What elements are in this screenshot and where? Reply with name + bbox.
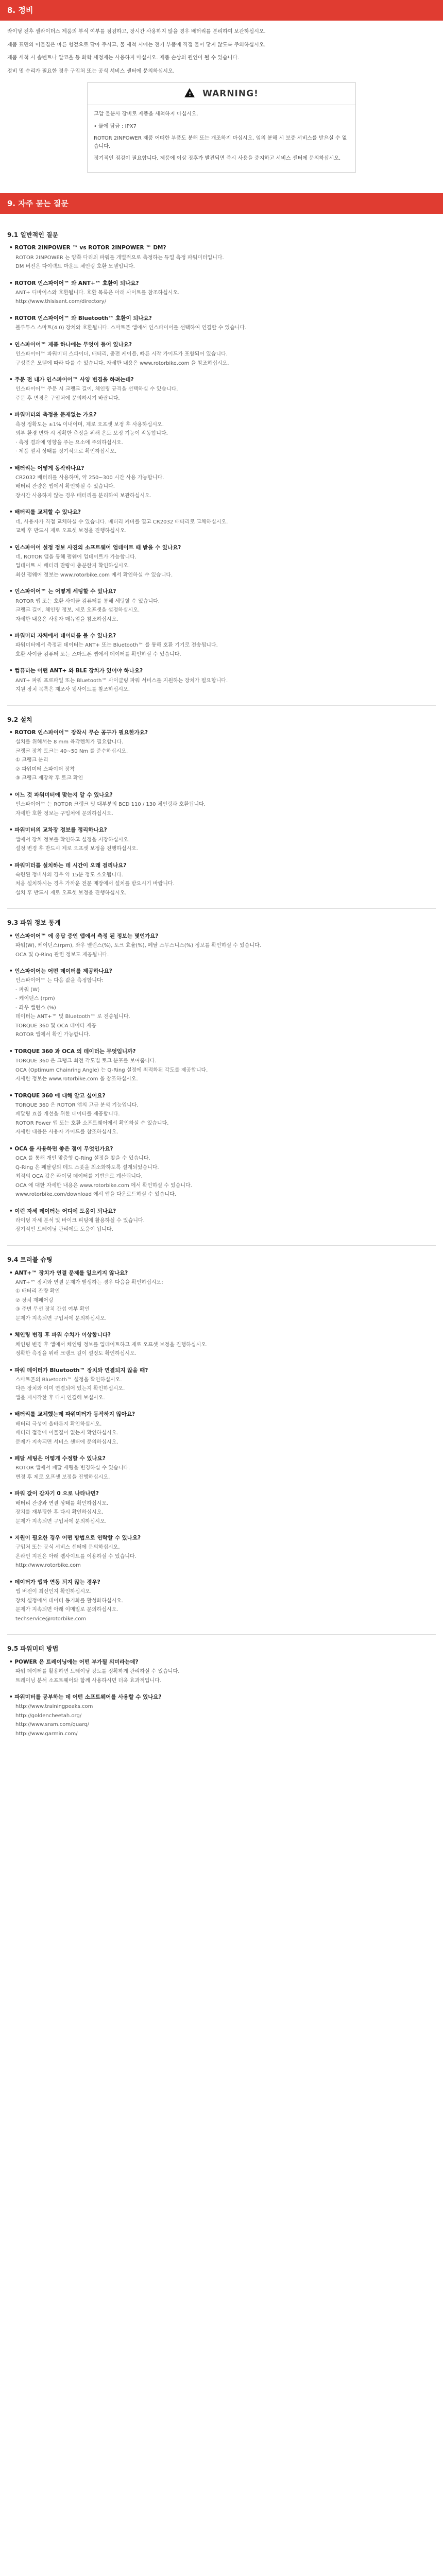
faq-answer-line: ROTOR 2INPOWER 는 양쪽 다리의 파워를 개별적으로 측정하는 듀얼 측정 파워미터입니다. [15,255,224,261]
faq-answer-line: 앱을 재시작한 후 다시 연결해 보십시오. [15,1395,105,1401]
section-title: 9. 자주 묻는 질문 [7,198,69,208]
faq-answer-line: 호환 사이클 컴퓨터 또는 스마트폰 앱에서 데이터를 확인하실 수 있습니다. [15,651,181,657]
faq-answer-line: 인스파이어™ 는 다음 값을 측정합니다: [15,978,104,984]
faq-answer-line: http://www.trainingpeaks.com [15,1704,93,1710]
warning-line: • 물에 담금 : IPX7 [94,123,137,129]
faq-question: • 인스파이어는 어떤 데이터를 제공하나요? [9,968,112,975]
faq-answer-line: 외부 환경 변화 시 정확한 측정을 위해 온도 보정 기능이 작동합니다. [15,431,168,437]
faq-item [9,1658,436,1685]
faq-item [9,1092,436,1137]
faq-answer-line: 측정 정확도는 ±1% 이내이며, 제로 오프셋 보정 후 사용하십시오. [15,421,164,428]
faq-answer-line: - 파워 (W) [15,987,40,993]
faq-answer-line: www.rotorbike.com/download 에서 앱을 다운로드하실 수 있습니다. [15,1192,176,1198]
faq-answer-line: OCA 및 Q-Ring 관련 정보도 제공됩니다. [15,952,109,958]
faq-question: • TORQUE 360 과 OCA 의 데이터는 무엇입니까? [9,1048,136,1055]
subsection-title: 9.1 일반적인 질문 [7,231,59,239]
faq-answer-line: 네, 사용자가 직접 교체하실 수 있습니다. 배터리 커버를 열고 CR2032 배터리로 교체하십시오. [15,519,228,525]
faq-item [9,411,436,455]
faq-item [9,1145,436,1199]
faq-answer-line: 인스파이어™ 파워미터 스파이더, 배터리, 충전 케이블, 빠른 시작 가이드가 포함되어 있습니다. [15,351,228,357]
faq-answer-line: ② 장치 재페어링 [15,1297,54,1303]
faq-answer-line: 최신 펌웨어 정보는 www.rotorbike.com 에서 확인하실 수 있습니다. [15,572,173,578]
intro-paragraph: 정비 및 수리가 필요한 경우 구입처 또는 공식 서비스 센터에 문의하십시오. [7,68,175,74]
faq-question: • ROTOR 인스파이어™ 와 Bluetooth™ 호환이 되나요? [9,315,152,321]
faq-list-power-info [7,932,436,1234]
faq-item [9,1331,436,1358]
faq-list-installation [7,728,436,897]
section-title: 8. 정비 [7,6,33,15]
faq-list-methods [7,1658,436,1738]
faq-item [9,1207,436,1234]
faq-answer-line: 정확한 측정을 위해 크랭크 길이 설정도 확인하십시오. [15,1351,137,1357]
faq-answer-line: ① 크랭크 분리 [15,757,48,764]
faq-item [9,861,436,897]
faq-question: • 인스파이어™ 는 어떻게 세팅할 수 있나요? [9,588,116,595]
faq-item [9,1454,436,1481]
faq-item [9,1269,436,1323]
faq-answer-line: 문제가 지속되면 구입처에 문의하십시오. [15,1518,107,1524]
subsection-title: 9.2 설치 [7,716,32,723]
faq-question: • 인스파이어™ 제품 하나에는 무엇이 들어 있나요? [9,341,132,348]
faq-answer-line: 교체 후 반드시 제로 오프셋 보정을 진행하십시오. [15,528,127,534]
faq-answer-line: http://goldencheetah.org/ [15,1713,82,1719]
faq-answer-line: ② 파워미터 스파이더 장착 [15,766,75,772]
faq-question: • 이런 자세 데이터는 어디에 도움이 되나요? [9,1208,116,1214]
faq-answer-line: OCA 를 통해 개인 맞춤형 Q-Ring 설정을 찾을 수 있습니다. [15,1156,150,1162]
faq-item [9,1366,436,1402]
maintenance-intro [7,28,436,75]
faq-answer-line: · 제품 설치 상태를 정기적으로 확인하십시오. [15,449,117,455]
faq-question: • 파워미터의 측정을 문제없는 가요? [9,412,97,418]
faq-question: • OCA 를 사용하면 좋은 점이 무엇인가요? [9,1145,113,1152]
warning-body [88,105,355,172]
faq-item [9,508,436,535]
faq-answer-line: 인스파이어™ 는 ROTOR 크랭크 및 대부분의 BCD 110 / 130 체인링과 호환됩니다. [15,802,206,808]
faq-answer-line: 라이딩 자세 분석 및 바이크 피팅에 활용하실 수 있습니다. [15,1217,145,1224]
faq-item [9,1410,436,1446]
faq-question: • 페달 세팅은 어떻게 수정할 수 있나요? [9,1455,106,1462]
faq-answer-line: ANT+™ 장치와 연결 문제가 발생하는 경우 다음을 확인하십시오: [15,1279,163,1285]
faq-question: • 어느 것 파워미터에 맞는지 알 수 있나요? [9,791,113,798]
faq-answer-line: 크랭크 장착 토크는 40~50 Nm 를 준수하십시오. [15,748,128,754]
faq-answer-line: http://www.rotorbike.com [15,1563,81,1569]
faq-answer-line: ANT+ 디바이스와 호환됩니다. 호환 목록은 아래 사이트를 참조하십시오. [15,290,180,296]
faq-question: • 데이터가 앱과 연동 되지 않는 경우? [9,1579,100,1585]
faq-question: • 인스파이어 설정 정보 사진의 소프트웨어 업데이트 때 받을 수 있나요? [9,544,181,551]
faq-question: • TORQUE 360 에 대해 알고 싶어요? [9,1092,106,1099]
faq-answer-line: OCA (Optimum Chainring Angle) 는 Q-Ring 설정에 최적화된 각도를 제공합니다. [15,1067,208,1073]
faq-answer-line: 파워 데이터를 활용하면 트레이닝 강도를 정확하게 관리하실 수 있습니다. [15,1669,180,1675]
faq-item [9,791,436,818]
faq-question: • 파워미터의 교차장 정보를 정리하나요? [9,827,107,834]
faq-question: • 컴퓨터는 어떤 ANT+ 와 BLE 장치가 있어야 하나요? [9,668,143,674]
faq-answer-line: 트레이닝 분석 소프트웨어와 함께 사용하시면 더욱 효과적입니다. [15,1677,162,1684]
faq-answer-line: 자세한 내용은 사용자 매뉴얼을 참조하십시오. [15,616,118,622]
faq-list-troubleshooting [7,1269,436,1623]
faq-question: • ROTOR 인스파이어™ 와 ANT+™ 호환이 되나요? [9,280,139,286]
faq-list-general [7,244,436,693]
faq-answer-line: 파워(W), 케이던스(rpm), 좌우 밸런스(%), 토크 효율(%), 페달 스무스니스(%) 정보를 확인하실 수 있습니다. [15,943,261,949]
faq-answer-line: CR2032 배터리를 사용하며, 약 250~300 시간 사용 가능합니다. [15,474,164,481]
faq-answer-line: 배터리 잔량은 앱에서 확인하실 수 있습니다. [15,484,115,490]
faq-item [9,279,436,306]
faq-item [9,1693,436,1738]
faq-answer-line: ③ 크랭크 재장착 후 토크 확인 [15,775,83,782]
faq-answer-line: 자세한 호환 정보는 구입처에 문의하십시오. [15,810,113,817]
faq-answer-line: 배터리 극성이 올바른지 확인하십시오. [15,1421,102,1427]
faq-answer-line: 문제가 지속되면 아래 이메일로 문의하십시오. [15,1607,118,1613]
faq-answer-line: http://www.garmin.com/ [15,1731,78,1737]
warning-line: 정기적인 점검이 필요합니다. 제품에 이상 징후가 발견되면 즉시 사용을 중지하고 서비스 센터에 문의하십시오. [94,156,341,162]
faq-question: • 체인링 변경 후 파워 수치가 이상합니다? [9,1332,111,1338]
faq-answer-line: 앱에서 장치 정보를 확인하고 설정을 저장하십시오. [15,837,130,843]
faq-item [9,464,436,500]
faq-question: • 파워 데이터가 Bluetooth™ 장치와 연결되지 않을 때? [9,1367,148,1374]
faq-answer-line: Q-Ring 은 페달링의 데드 스폿을 최소화하도록 설계되었습니다. [15,1164,159,1171]
faq-item [9,244,436,270]
faq-item [9,1489,436,1526]
faq-answer-line: ROTOR 앱 또는 호환 사이클 컴퓨터를 통해 세팅할 수 있습니다. [15,598,160,604]
faq-content [0,214,443,1738]
faq-answer-line: http://www.sram.com/quarq/ [15,1722,89,1728]
faq-answer-line: 설치 후 반드시 제로 오프셋 보정을 진행하십시오. [15,890,127,896]
faq-answer-line: ROTOR 앱에서 확인 가능합니다. [15,1032,91,1038]
faq-question: • 파워미터를 설치하는 데 시간이 오래 걸리나요? [9,862,127,869]
faq-item [9,544,436,580]
faq-answer-line: 숙련된 정비사의 경우 약 15분 정도 소요됩니다. [15,872,123,878]
faq-answer-line: 문제가 지속되면 구입처에 문의하십시오. [15,1315,107,1321]
faq-answer-line: 배터리 잔량과 연결 상태를 확인하십시오. [15,1500,109,1506]
intro-paragraph: 제품 표면의 이물질은 마른 헝겊으로 닦아 주시고, 물 세척 시에는 전기 부품에 직접 물이 닿지 않도록 주의하십시오. [7,42,266,48]
faq-answer-line: DM 버전은 다이렉트 마운트 체인링 호환 모델입니다. [15,264,135,270]
faq-question: • 파워미터 자체에서 데이터를 볼 수 있나요? [9,633,116,639]
warning-title-text: WARNING! [202,89,259,99]
faq-answer-line: 자세한 내용은 사용자 가이드를 참조하십시오. [15,1129,118,1136]
faq-answer-line: 문제가 지속되면 서비스 센터에 문의하십시오. [15,1439,118,1445]
faq-answer-line: ROTOR Power 앱 또는 호환 소프트웨어에서 확인하실 수 있습니다. [15,1120,169,1126]
faq-answer-line: 앱 버전이 최신인지 확인하십시오. [15,1589,92,1595]
faq-answer-line: 장치를 재부팅한 후 다시 확인하십시오. [15,1510,104,1516]
intro-paragraph: 제품 세척 시 솔벤트나 알코올 등 화학 세정제는 사용하지 마십시오. 제품 손상의 원인이 될 수 있습니다. [7,55,240,61]
warning-box [87,82,356,173]
warning-line: 고압 물분사 장비로 제품을 세척하지 마십시오. [94,111,198,117]
faq-answer-line: 데이터는 ANT+™ 및 Bluetooth™ 로 전송됩니다. [15,1014,130,1020]
faq-answer-line: ① 배터리 잔량 확인 [15,1289,60,1295]
faq-answer-line: 장기적인 트레이닝 관리에도 도움이 됩니다. [15,1227,113,1233]
subsection-title: 9.3 파워 정보 통계 [7,919,61,927]
warning-title [88,83,355,105]
subsection-title: 9.4 트러블 슈팅 [7,1256,53,1263]
faq-answer-line: 주문 후 변경은 구입처에 문의하시기 바랍니다. [15,395,120,401]
faq-answer-line: ③ 주변 무선 장치 간섭 여부 확인 [15,1307,90,1313]
faq-answer-line: ROTOR 앱에서 페달 세팅을 변경하실 수 있습니다. [15,1465,130,1471]
faq-answer-line: 스마트폰의 Bluetooth™ 설정을 확인하십시오. [15,1377,122,1383]
faq-item [9,932,436,959]
faq-answer-line: 배터리 접점에 이물질이 없는지 확인하십시오. [15,1430,118,1436]
faq-answer-line: 구입처 또는 공식 서비스 센터에 문의하십시오. [15,1545,120,1551]
faq-answer-line: 설정 변경 후 반드시 제로 오프셋 보정을 진행하십시오. [15,846,138,852]
subsection-title: 9.5 파워미터 방법 [7,1645,59,1653]
faq-answer-line: TORQUE 360 은 ROTOR 앱의 고급 분석 기능입니다. [15,1102,139,1108]
section-header-maintenance [0,0,443,21]
faq-question: • 배터리를 교체할 수 있나요? [9,509,81,516]
maintenance-content [0,21,443,173]
faq-answer-line: 구성품은 모델에 따라 다를 수 있습니다. 자세한 내용은 www.rotorbike.com 을 참조하십시오. [15,360,229,366]
faq-item [9,1534,436,1570]
faq-answer-line: 지원 장치 목록은 제조사 웹사이트를 참조하십시오. [15,687,130,693]
faq-item [9,376,436,402]
faq-item [9,1047,436,1083]
faq-question: • ANT+™ 장치가 연결 문제를 일으키지 않나요? [9,1269,128,1276]
faq-answer-line: 페달링 효율 개선을 위한 데이터를 제공합니다. [15,1111,120,1117]
faq-answer-line: 블루투스 스마트(4.0) 장치와 호환됩니다. 스마트폰 앱에서 인스파이어를 선택하여 연결할 수 있습니다. [15,325,247,331]
faq-item [9,341,436,367]
faq-question: • ROTOR 2INPOWER ™ vs ROTOR 2INPOWER ™ DM? [9,245,166,251]
faq-item [9,1578,436,1623]
faq-answer-line: 장치 설정에서 데이터 동기화를 활성화하십시오. [15,1598,124,1604]
faq-question: • POWER 은 트레이닝에는 어떤 부가될 의미라는데? [9,1658,139,1665]
faq-answer-line: 크랭크 길이, 체인링 정보, 제로 오프셋을 설정하십시오. [15,607,140,614]
faq-question: • 인스파이어™ 에 응답 중인 앱에서 측정 된 정보는 몇인가요? [9,933,159,939]
faq-item [9,826,436,853]
faq-question: • 지원이 필요한 경우 어떤 방법으로 연락할 수 있나요? [9,1535,141,1541]
faq-item [9,967,436,1039]
faq-question: • 주문 전 내가 인스파이어™ 사양 변경을 하려는데? [9,377,134,383]
faq-answer-line: 체인링 변경 후 앱에서 체인링 정보를 업데이트하고 제로 오프셋 보정을 진행하십시오. [15,1342,208,1348]
faq-answer-line: 변경 후 제로 오프셋 보정을 진행하십시오. [15,1474,110,1480]
faq-answer-line: 설치를 위해서는 8 mm 육각렌치가 필요합니다. [15,739,124,745]
warning-triangle-icon [184,88,195,97]
faq-answer-line: TORQUE 360 은 크랭크 회전 각도별 토크 분포를 보여줍니다. [15,1058,157,1064]
faq-answer-line: - 좌우 밸런스 (%) [15,1005,56,1011]
faq-answer-line: ANT+ 파워 프로파일 또는 Bluetooth™ 사이클링 파워 서비스를 지원하는 장치가 필요합니다. [15,677,228,684]
faq-answer-line: 처음 설치하시는 경우 가까운 전문 매장에서 설치를 받으시기 바랍니다. [15,881,175,887]
faq-answer-line: 네, ROTOR 앱을 통해 펌웨어 업데이트가 가능합니다. [15,554,137,560]
faq-question: • 파워 값이 갑자기 0 으로 나타나면? [9,1490,99,1497]
faq-item [9,667,436,693]
faq-answer-line: TORQUE 360 및 OCA 데이터 제공 [15,1023,97,1029]
faq-answer-line: 장시간 사용하지 않는 경우 배터리를 분리하여 보관하십시오. [15,493,151,499]
faq-answer-line: 최적의 OCA 값은 라이딩 데이터를 기반으로 계산됩니다. [15,1174,143,1180]
faq-item [9,632,436,658]
faq-answer-line: OCA 에 대한 자세한 내용은 www.rotorbike.com 에서 확인하실 수 있습니다. [15,1182,192,1189]
faq-answer-line: techservice@rotorbike.com [15,1616,87,1622]
faq-answer-line: 자세한 정보는 www.rotorbike.com 을 참조하십시오. [15,1076,138,1082]
faq-answer-line: 업데이트 시 배터리 잔량이 충분한지 확인하십시오. [15,563,130,569]
faq-answer-line: - 케이던스 (rpm) [15,996,55,1002]
section-header-faq [0,193,443,214]
faq-question: • 파워미터를 공부하는 데 어떤 소프트웨어를 사용할 수 있나요? [9,1694,162,1701]
faq-answer-line: http://www.thisisant.com/directory/ [15,299,107,305]
intro-paragraph: 라이딩 전후 셀라이더스 제품의 부식 여부를 점검하고, 장시간 사용하지 않을 경우 배터리를 분리하여 보관하십시오. [7,29,266,35]
faq-answer-line: · 측정 결과에 영향을 주는 요소에 주의하십시오. [15,439,123,446]
faq-answer-line: 온라인 지원은 아래 웹사이트를 이용하실 수 있습니다. [15,1553,137,1560]
faq-question: • 배터리는 어떻게 동작하나요? [9,465,84,471]
faq-answer-line: 다른 장치와 이미 연결되어 있는지 확인하십시오. [15,1386,125,1392]
faq-item [9,728,436,783]
faq-item [9,587,436,623]
faq-question: • 배터리를 교체했는데 파워미터가 동작하지 않아요? [9,1411,135,1418]
faq-answer-line: 인스파이어™ 주문 시 크랭크 길이, 체인링 규격을 선택하실 수 있습니다. [15,386,178,393]
faq-answer-line: 파워미터에서 측정된 데이터는 ANT+ 또는 Bluetooth™ 를 통해 호환 기기로 전송됩니다. [15,642,218,649]
faq-item [9,314,436,332]
warning-line: ROTOR 2INPOWER 제품 어떠한 부품도 분해 또는 개조하지 마십시오. 임의 분해 시 보증 서비스를 받으실 수 없습니다. [94,135,347,149]
faq-question: • ROTOR 인스파이어™ 장착시 무슨 공구가 필요한가요? [9,730,148,736]
